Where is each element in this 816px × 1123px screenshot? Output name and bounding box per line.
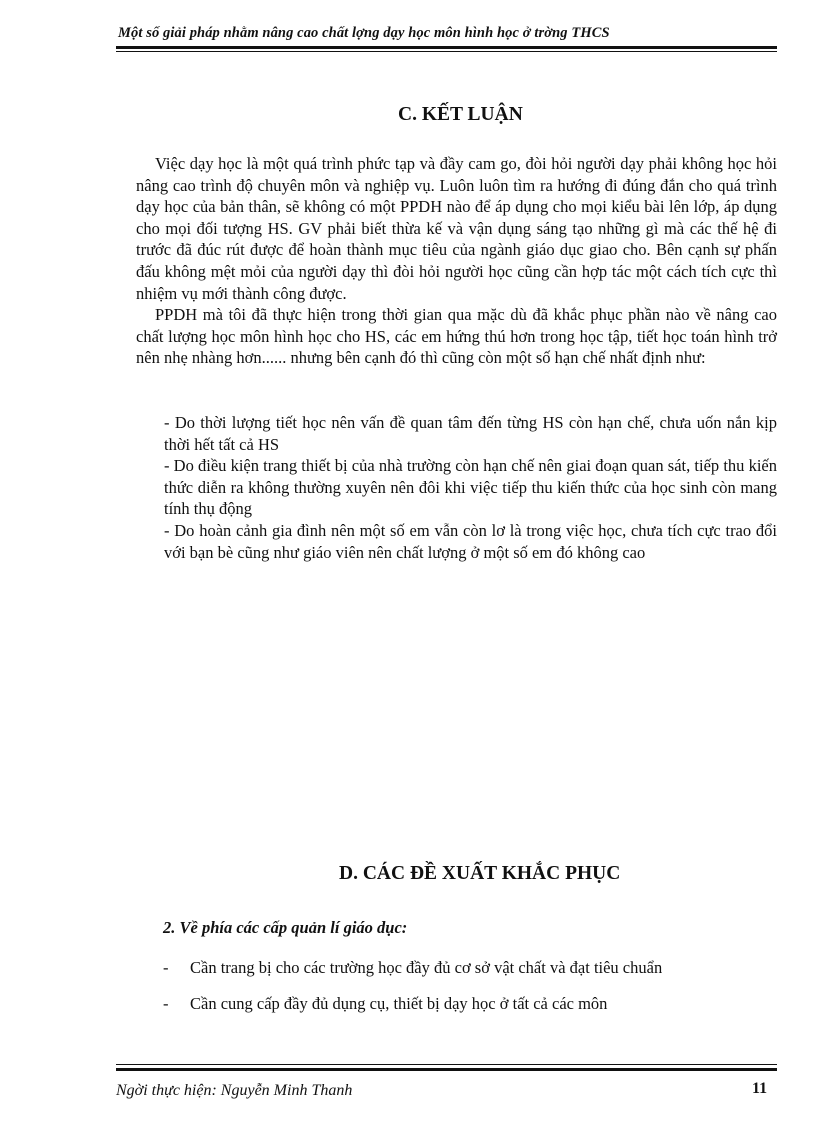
authorities-subheading: 2. Về phía các cấp quản lí giáo dục: (163, 918, 408, 937)
recommendation-item (163, 994, 607, 1014)
section-d-title: D. CÁC ĐỀ XUẤT KHẮC PHỤC (339, 863, 621, 884)
conclusion-paragraph-2: PPDH mà tôi đã thực hiện trong thời gian qua mặc dù đã khắc phục phần nào về nâng cao chất lượng học môn hình học cho HS, các em hứng thú hơn trong học tập, tiết học toán hình trở nên nhẹ nhàng hơn...... nhưng bên cạnh đó thì cũng còn một số hạn chế nhất định như: (136, 305, 777, 368)
limitation-item: - Do thời lượng tiết học nên vấn đề quan tâm đến từng HS còn hạn chế, chưa uốn nắn kịp thời hết tất cả HS (164, 413, 777, 454)
author-credit: Ngời thực hiện: Nguyễn Minh Thanh (116, 1082, 353, 1099)
footer-rule-thin (116, 1064, 777, 1065)
recommendation-text: Cần trang bị cho các trường học đầy đủ cơ sở vật chất và đạt tiêu chuẩn (190, 958, 663, 977)
conclusion-paragraph-1: Việc dạy học là một quá trình phức tạp và đầy cam go, đòi hỏi người dạy phải không học hỏi nâng cao trình độ chuyên môn và nghiệp vụ. Luôn luôn tìm ra hướng đi đúng đắn cho quá trình dạy học của bản thân, sẽ không có một PPDH nào để áp dụng cho mọi kiểu bài lên lớp, áp dụng cho mọi đối tượng HS. GV phải biết thừa kế và vận dụng sáng tạo những gì mà các thế hệ đi trước đã đúc rút được để hoàn thành mục tiêu của ngành giáo dục giao cho. Bên cạnh sự phấn đấu không mệt mỏi của người dạy thì đòi hỏi người học cũng cần hợp tác một cách tích cực thì nhiệm vụ mới thành công được. (136, 154, 777, 303)
recommendation-item (163, 958, 662, 978)
recommendation-text: Cần cung cấp đầy đủ dụng cụ, thiết bị dạy học ở tất cả các môn (190, 994, 608, 1013)
list-bullet: - (163, 994, 169, 1013)
running-header: Một số giải pháp nhằm nâng cao chất lợng dạy học môn hình học ở trờng THCS (118, 25, 610, 41)
header-rule-thin (116, 51, 777, 52)
page-number: 11 (752, 1080, 768, 1097)
list-bullet: - (163, 958, 169, 977)
conclusion-body (136, 153, 777, 369)
limitations-list (158, 412, 777, 563)
limitation-item: - Do điều kiện trang thiết bị của nhà trường còn hạn chế nên giai đoạn quan sát, tiếp thu kiến thức diễn ra không thường xuyên nên đôi khi việc tiếp thu kiến thức của học sinh còn mang tính thụ động (164, 456, 777, 519)
header-rule-thick (116, 46, 777, 49)
footer-rule-thick (116, 1068, 777, 1071)
limitation-item: - Do hoàn cảnh gia đình nên một số em vẫn còn lơ là trong việc học, chưa tích cực trao đổi với bạn bè cũng như giáo viên nên chất lượng ở một số em đó không cao (164, 520, 777, 562)
section-c-title: C. KẾT LUẬN (398, 104, 523, 125)
